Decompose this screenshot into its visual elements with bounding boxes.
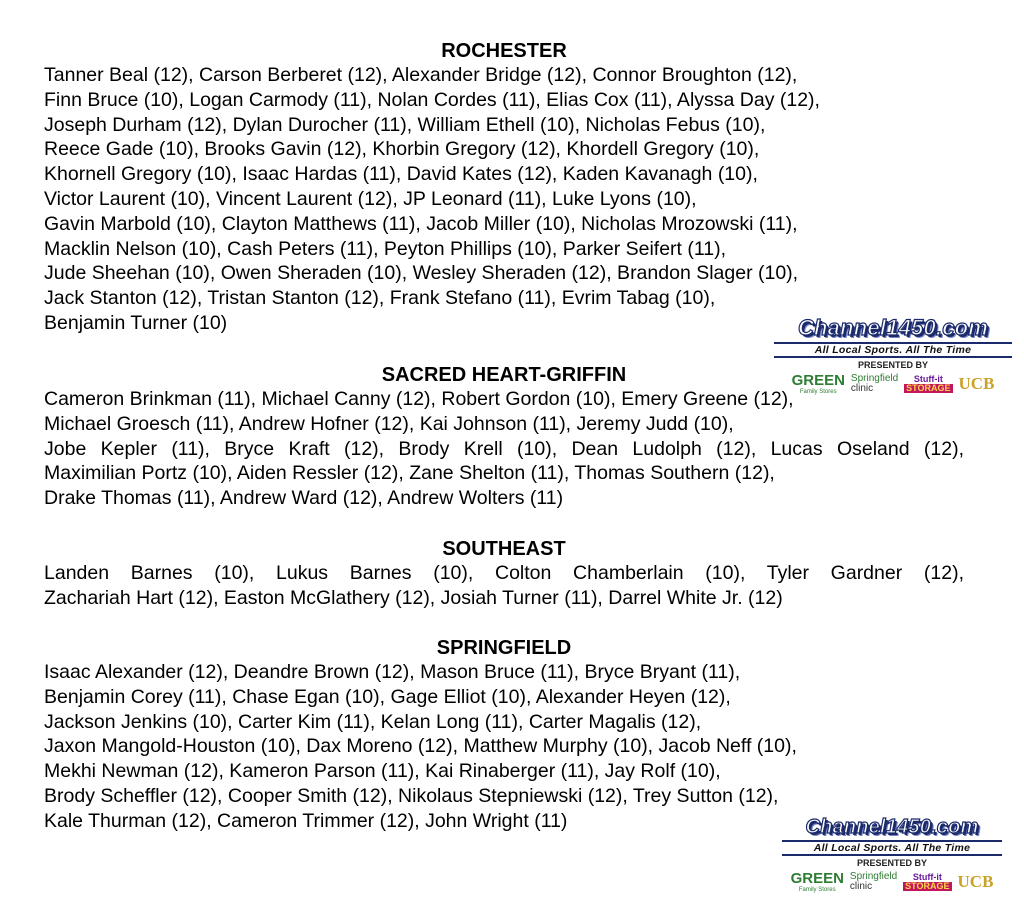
springfield-clinic-logo: Springfield clinic bbox=[850, 373, 899, 394]
roster-line: Jaxon Mangold-Houston (10), Dax Moreno (12), Matthew Murphy (10), Jacob Neff (10), bbox=[44, 735, 797, 758]
roster-line: Zachariah Hart (12), Easton McGlathery (12), Josiah Turner (11), Darrel White Jr. (12) bbox=[44, 586, 783, 609]
roster-line: Kale Thurman (12), Cameron Trimmer (12), John Wright (11) bbox=[44, 809, 568, 832]
roster-line: Reece Gade (10), Brooks Gavin (12), Khorbin Gregory (12), Khordell Gregory (10), bbox=[44, 138, 760, 161]
sponsor-logos bbox=[776, 871, 1008, 893]
roster-line: Mekhi Newman (12), Kameron Parson (11), Kai Rinaberger (11), Jay Rolf (10), bbox=[44, 760, 721, 783]
ucb-logo: UCB bbox=[958, 374, 995, 393]
roster-line: Gavin Marbold (10), Clayton Matthews (11), Jacob Miller (10), Nicholas Mrozowski (11), bbox=[44, 212, 798, 235]
roster-line: Jobe Kepler (11), Bryce Kraft (12), Brody Krell (10), Dean Ludolph (12), Lucas Oseland (12), bbox=[44, 437, 964, 460]
stuff-it-storage-logo: Stuff-it STORAGE bbox=[906, 374, 951, 393]
roster-line: Benjamin Turner (10) bbox=[44, 311, 228, 334]
logo-brand: Channel1450.com bbox=[805, 816, 979, 838]
section-heading: SOUTHEAST bbox=[442, 538, 566, 560]
roster-line: Khornell Gregory (10), Isaac Hardas (11), David Kates (12), Kaden Kavanagh (10), bbox=[44, 163, 758, 186]
roster-line: Finn Bruce (10), Logan Carmody (11), Nolan Cordes (11), Elias Cox (11), Alyssa Day (12), bbox=[44, 88, 820, 111]
section-southeast bbox=[44, 537, 964, 611]
logo-tagline: All Local Sports. All The Time bbox=[774, 342, 1012, 358]
roster-line: Drake Thomas (11), Andrew Ward (12), Andrew Wolters (11) bbox=[44, 487, 564, 510]
ucb-logo: UCB bbox=[957, 872, 994, 891]
green-family-stores-logo: GREEN Family Stores bbox=[791, 372, 845, 395]
roster-line: Victor Laurent (10), Vincent Laurent (12), JP Leonard (11), Luke Lyons (10), bbox=[44, 187, 697, 210]
springfield-clinic-logo: Springfield clinic bbox=[849, 871, 898, 892]
section-heading: SACRED HEART-GRIFFIN bbox=[381, 364, 627, 386]
channel1450-logo bbox=[776, 815, 1008, 893]
sponsor-logos bbox=[768, 373, 1018, 395]
roster-line: Cameron Brinkman (11), Michael Canny (12), Robert Gordon (10), Emery Greene (12), bbox=[44, 388, 794, 410]
roster-line: Benjamin Corey (11), Chase Egan (10), Gage Elliot (10), Alexander Heyen (12), bbox=[44, 685, 731, 708]
logo-tagline: All Local Sports. All The Time bbox=[782, 840, 1002, 856]
logo-brand: Channel1450.com bbox=[797, 315, 989, 340]
roster-line: Brody Scheffler (12), Cooper Smith (12), Nikolaus Stepniewski (12), Trey Sutton (12), bbox=[44, 784, 779, 807]
roster-line: Maximilian Portz (10), Aiden Ressler (12), Zane Shelton (11), Thomas Southern (12), bbox=[44, 462, 775, 485]
green-family-stores-logo: GREEN Family Stores bbox=[790, 870, 844, 893]
roster-line: Jackson Jenkins (10), Carter Kim (11), Kelan Long (11), Carter Magalis (12), bbox=[44, 710, 702, 733]
channel1450-logo bbox=[768, 315, 1018, 395]
section-rochester bbox=[44, 39, 964, 336]
roster-line: Jude Sheehan (10), Owen Sheraden (10), Wesley Sheraden (12), Brandon Slager (10), bbox=[44, 262, 799, 285]
roster-line: Tanner Beal (12), Carson Berberet (12), Alexander Bridge (12), Connor Broughton (12), bbox=[44, 64, 798, 86]
stuff-it-storage-logo: Stuff-it STORAGE bbox=[905, 872, 950, 891]
section-heading: ROCHESTER bbox=[441, 40, 567, 62]
roster-line: Isaac Alexander (12), Deandre Brown (12), Mason Bruce (11), Bryce Bryant (11), bbox=[44, 661, 741, 683]
roster-line: Jack Stanton (12), Tristan Stanton (12), Frank Stefano (11), Evrim Tabag (10), bbox=[44, 287, 716, 310]
roster-line: Landen Barnes (10), Lukus Barnes (10), Colton Chamberlain (10), Tyler Gardner (12), bbox=[44, 562, 964, 584]
roster-line: Macklin Nelson (10), Cash Peters (11), Peyton Phillips (10), Parker Seifert (11), bbox=[44, 237, 727, 260]
roster-line: Michael Groesch (11), Andrew Hofner (12), Kai Johnson (11), Jeremy Judd (10), bbox=[44, 412, 734, 435]
section-heading: SPRINGFIELD bbox=[436, 637, 572, 659]
section-springfield bbox=[44, 636, 964, 834]
logo-presented-by: PRESENTED BY bbox=[856, 858, 927, 868]
logo-presented-by: PRESENTED BY bbox=[857, 360, 928, 370]
roster-line: Joseph Durham (12), Dylan Durocher (11), William Ethell (10), Nicholas Febus (10), bbox=[44, 113, 766, 136]
